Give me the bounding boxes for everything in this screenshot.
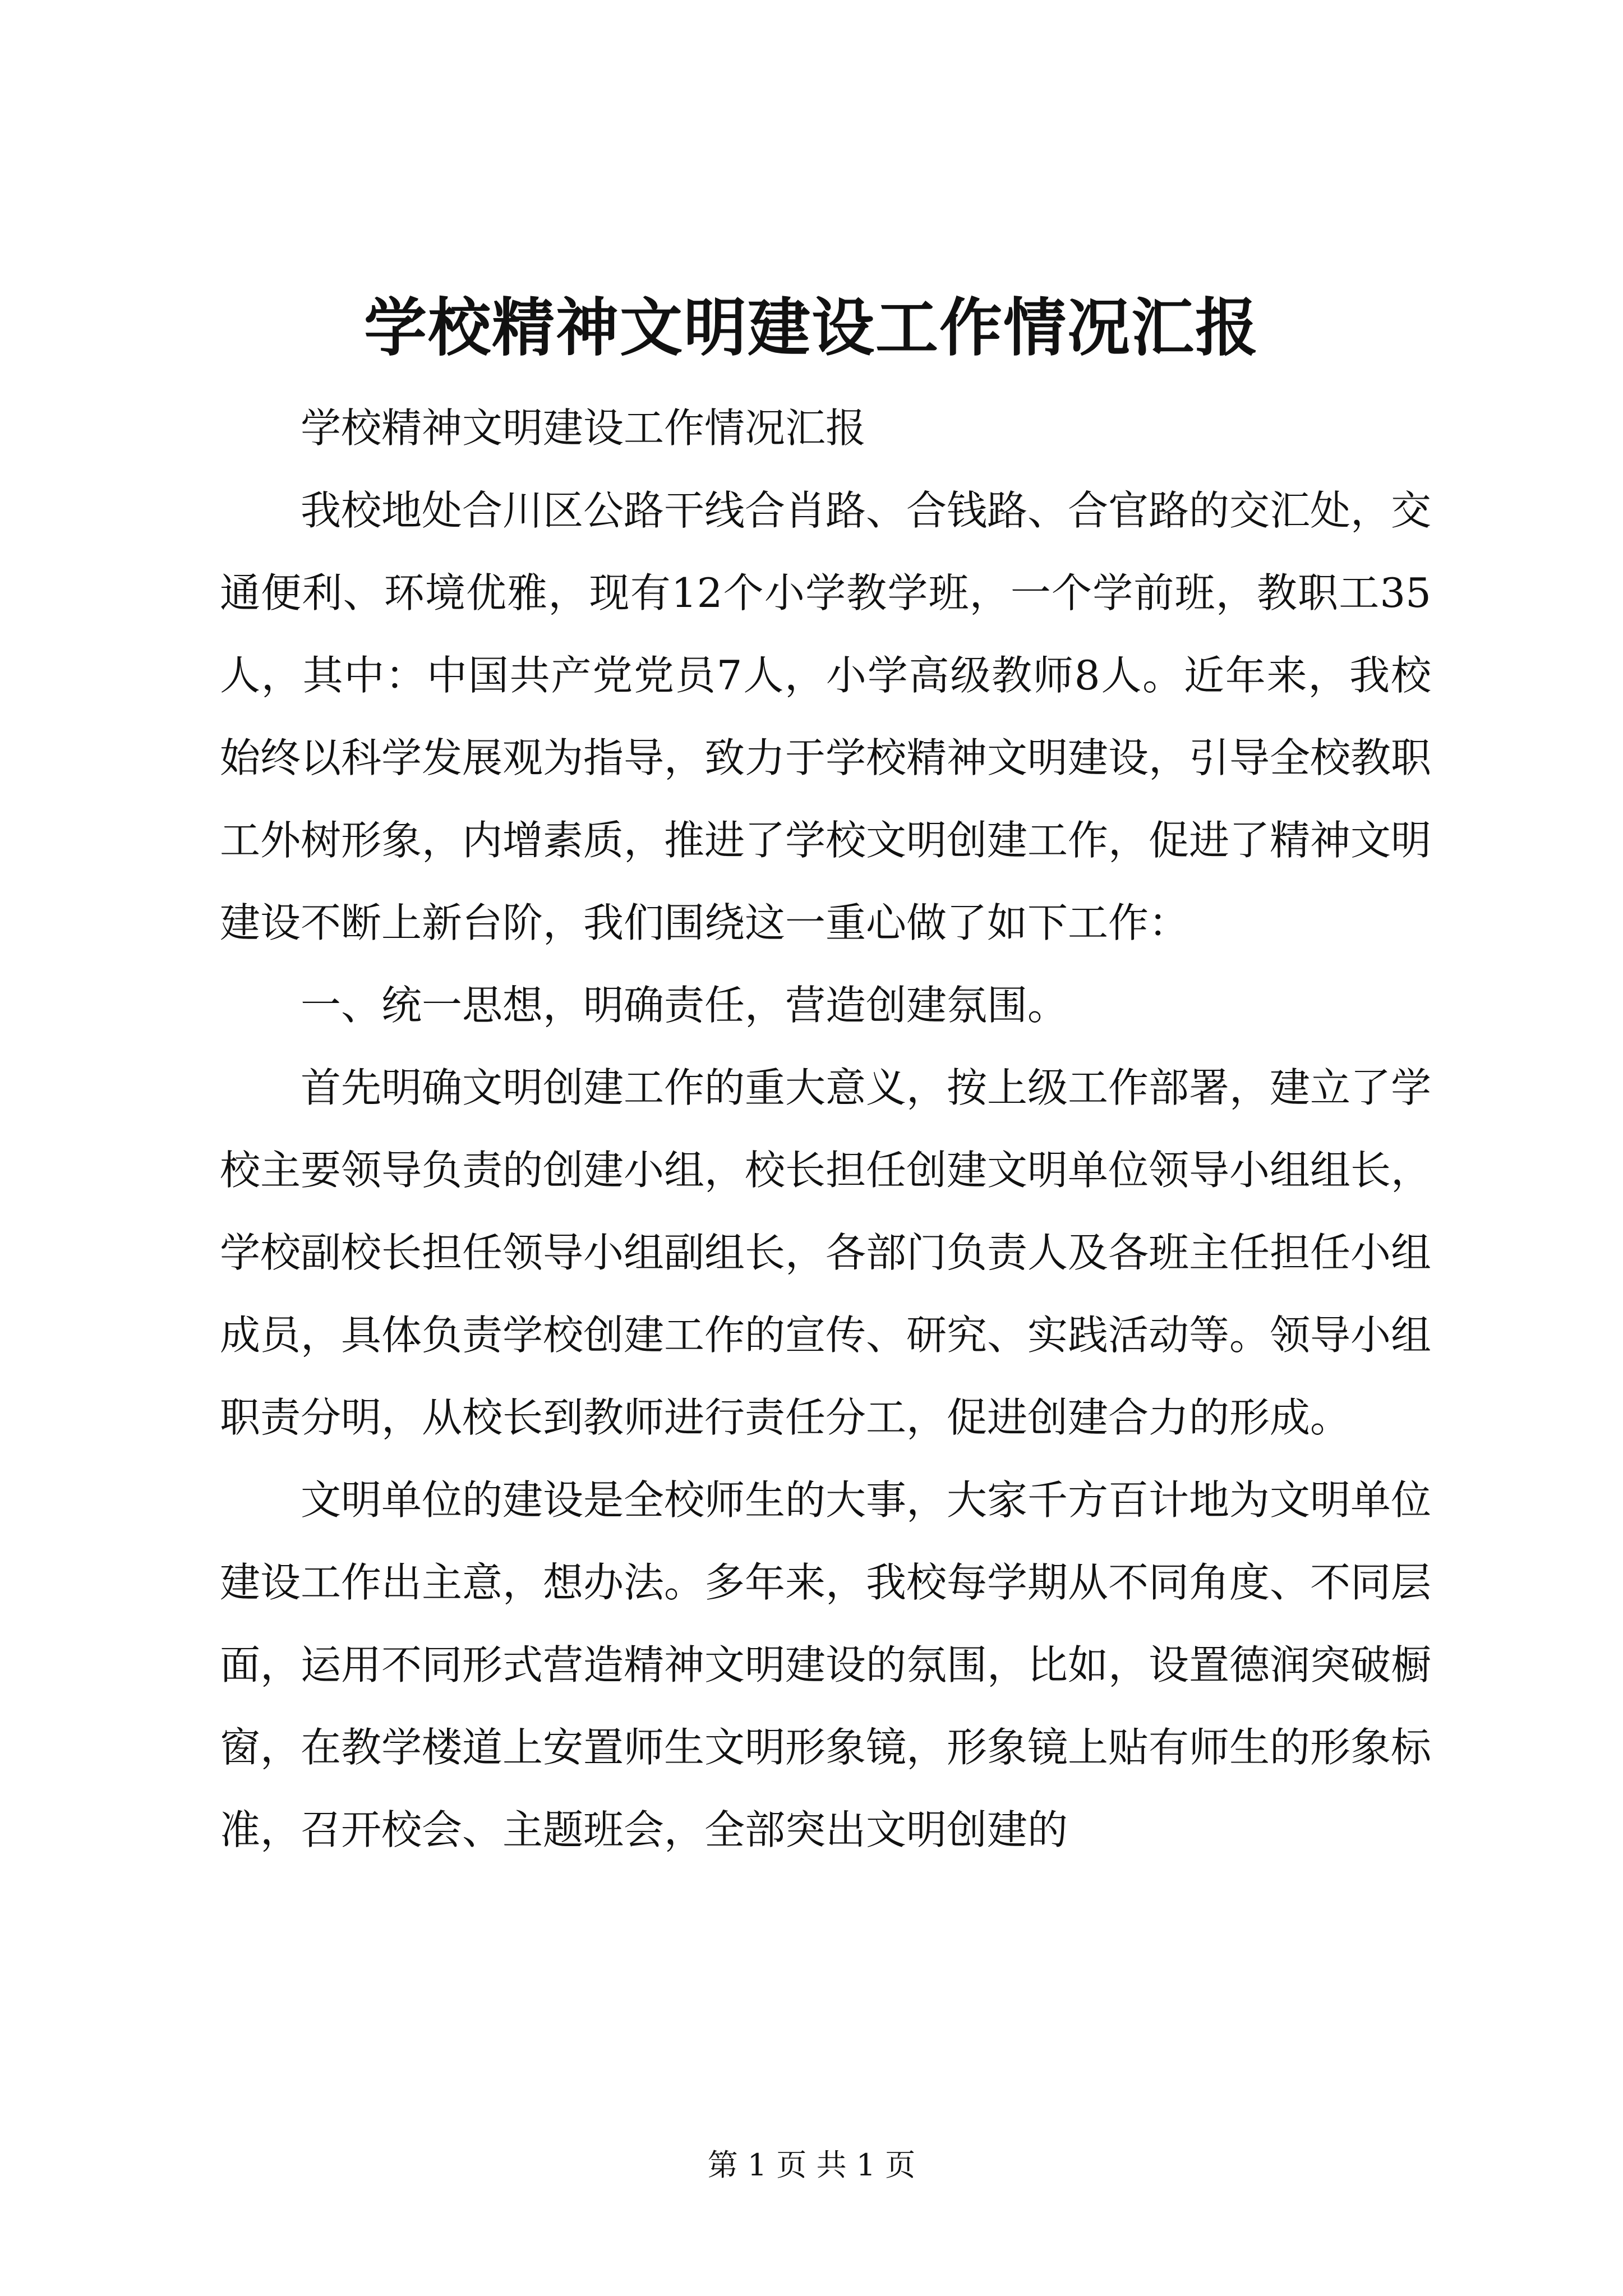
paragraph-section-1-b: 文明单位的建设是全校师生的大事，大家千方百计地为文明单位建设工作出主意，想办法。多年来，我校每学期从不同角度、不同层面，运用不同形式营造精神文明建设的氛围，比如，设置德润突破橱窗，在教学楼道上安置师生文明形象镜，形象镜上贴有师生的形象标准，召开校会、主题班会，全部突出文明创建的 [220, 1476, 1432, 1853]
section-heading-1: 一、统一思想，明确责任，营造创建氛围。 [301, 982, 1068, 1029]
document-title: 学校精神文明建设工作情况汇报 [364, 291, 1259, 365]
paragraph-section-1-a: 首先明确文明创建工作的重大意义，按上级工作部署，建立了学校主要领导负责的创建小组，校长担任创建文明单位领导小组组长，学校副校长担任领导小组副组长，各部门负责人及各班主任担任小组成员，具体负责学校创建工作的宣传、研究、实践活动等。领导小组职责分明，从校长到教师进行责任分工，促进创建合力的形成。 [220, 1064, 1432, 1441]
document-body [220, 387, 1431, 1871]
paragraph-intro: 我校地处合川区公路干线合肖路、合钱路、合官路的交汇处，交通便利、环境优雅，现有12个小学教学班，一个学前班，教职工35人，其中：中国共产党党员7人，小学高级教师8人。近年来，我校始终以科学发展观为指导，致力于学校精神文明建设，引导全校教职工外树形象，内增素质，推进了学校文明创建工作，促进了精神文明建设不断上新台阶，我们围绕这一重心做了如下工作： [220, 487, 1432, 946]
paragraph-subtitle: 学校精神文明建设工作情况汇报 [301, 404, 866, 452]
page-footer: 第 1 页 共 1 页 [707, 2147, 916, 2183]
